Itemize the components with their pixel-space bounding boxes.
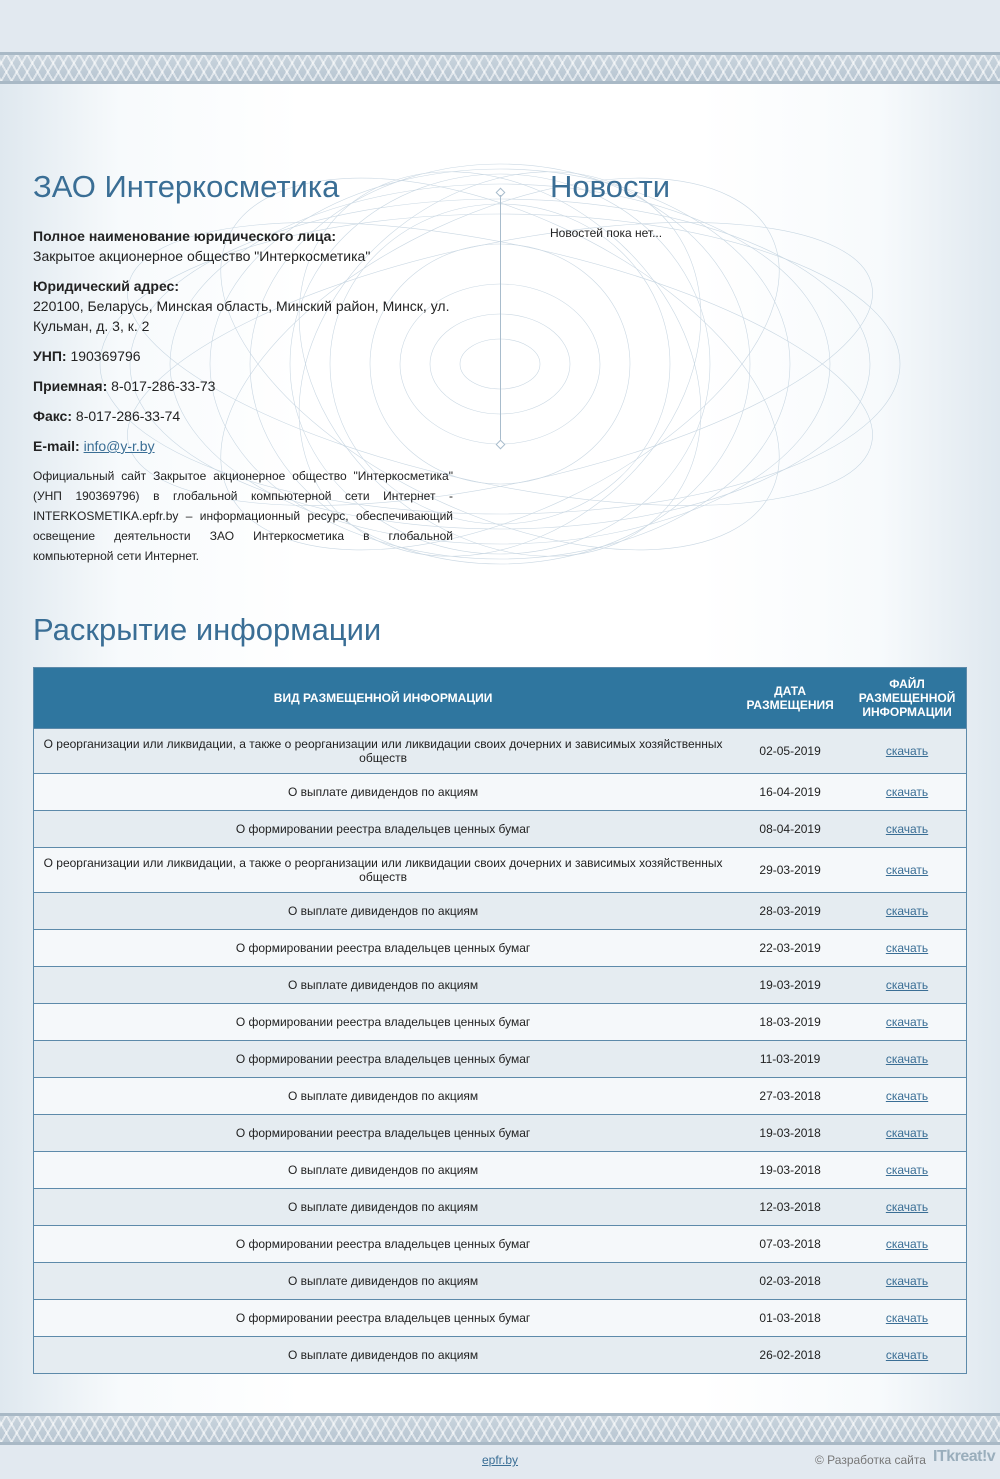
row-type: О формировании реестра владельцев ценных бумаг	[34, 1225, 732, 1262]
divider-tip-bottom	[496, 440, 506, 450]
row-type: О выплате дивидендов по акциям	[34, 1262, 732, 1299]
disclosure-table	[33, 667, 967, 1374]
header-ornament	[0, 52, 1000, 84]
footer-site-link[interactable]: epfr.by	[482, 1453, 519, 1467]
address-field	[33, 276, 453, 336]
unp-value: 190369796	[70, 348, 141, 364]
row-file	[848, 1188, 966, 1225]
reception-label: Приемная:	[33, 378, 108, 394]
developer-logo[interactable]: ITkreat!v	[933, 1448, 996, 1465]
table-row	[34, 1299, 966, 1336]
row-date: 27-03-2018	[732, 1077, 848, 1114]
reception-value: 8-017-286-33-73	[111, 378, 216, 394]
header-type: ВИД РАЗМЕЩЕННОЙ ИНФОРМАЦИИ	[34, 668, 732, 728]
email-link[interactable]: info@y-r.by	[83, 438, 155, 454]
address-label: Юридический адрес:	[33, 278, 179, 294]
table-row	[34, 1151, 966, 1188]
table-row	[34, 1003, 966, 1040]
site-description: Официальный сайт Закрытое акционерное общество "Интеркосметика" (УНП 190369796) в глобальной компьютерной сети Интернет - INTERKOSMETIKA.epfr.by – информационный ресурс, обеспечивающий освещение деятельности ЗАО Интеркосметика в глобальной компьютерной сети Интернет.	[33, 469, 453, 563]
download-link[interactable]: скачать	[885, 1125, 929, 1140]
row-file	[848, 1077, 966, 1114]
unp-label: УНП:	[33, 348, 67, 364]
row-type: О реорганизации или ликвидации, а также о реорганизации или ликвидации своих дочерних и зависимых хозяйственных обществ	[34, 728, 732, 773]
row-file	[848, 966, 966, 1003]
address-value: 220100, Беларусь, Минская область, Минский район, Минск, ул. Кульман, д. 3, к. 2	[33, 298, 450, 334]
download-link[interactable]: скачать	[885, 1199, 929, 1214]
table-row	[34, 892, 966, 929]
row-type: О формировании реестра владельцев ценных бумаг	[34, 1299, 732, 1336]
row-type: О формировании реестра владельцев ценных бумаг	[34, 929, 732, 966]
table-row	[34, 929, 966, 966]
row-file	[848, 810, 966, 847]
email-label: E-mail:	[33, 438, 80, 454]
table-row	[34, 1262, 966, 1299]
email-field	[33, 436, 453, 456]
download-link[interactable]: скачать	[885, 743, 929, 758]
row-date: 16-04-2019	[732, 773, 848, 810]
full-name-label: Полное наименование юридического лица:	[33, 228, 337, 244]
row-type: О реорганизации или ликвидации, а также о реорганизации или ликвидации своих дочерних и зависимых хозяйственных обществ	[34, 847, 732, 892]
row-type: О выплате дивидендов по акциям	[34, 892, 732, 929]
news-section	[550, 170, 970, 240]
row-date: 19-03-2018	[732, 1114, 848, 1151]
table-row	[34, 728, 966, 773]
row-type: О выплате дивидендов по акциям	[34, 1151, 732, 1188]
row-type: О выплате дивидендов по акциям	[34, 966, 732, 1003]
table-row	[34, 847, 966, 892]
row-file	[848, 1114, 966, 1151]
download-link[interactable]: скачать	[885, 1162, 929, 1177]
row-date: 28-03-2019	[732, 892, 848, 929]
row-date: 19-03-2018	[732, 1151, 848, 1188]
row-file	[848, 1040, 966, 1077]
row-date: 11-03-2019	[732, 1040, 848, 1077]
row-date: 02-05-2019	[732, 728, 848, 773]
row-type: О формировании реестра владельцев ценных бумаг	[34, 1114, 732, 1151]
fax-field	[33, 406, 453, 426]
company-title: ЗАО Интеркосметика	[33, 169, 340, 204]
top-band	[0, 0, 1000, 52]
column-divider	[500, 189, 502, 454]
fax-label: Факс:	[33, 408, 73, 424]
row-date: 26-02-2018	[732, 1336, 848, 1373]
table-row	[34, 1336, 966, 1373]
download-link[interactable]: скачать	[885, 977, 929, 992]
row-file	[848, 1003, 966, 1040]
full-name-field	[33, 226, 453, 266]
row-type: О формировании реестра владельцев ценных бумаг	[34, 1040, 732, 1077]
row-type: О формировании реестра владельцев ценных бумаг	[34, 1003, 732, 1040]
row-file	[848, 728, 966, 773]
row-file	[848, 1299, 966, 1336]
fax-value: 8-017-286-33-74	[75, 408, 181, 424]
download-link[interactable]: скачать	[885, 1014, 929, 1029]
table-row	[34, 810, 966, 847]
row-file	[848, 929, 966, 966]
row-file	[848, 1225, 966, 1262]
row-file	[848, 1262, 966, 1299]
table-row	[34, 1077, 966, 1114]
news-title: Новости	[550, 169, 671, 204]
footer-credit: © Разработка сайта	[815, 1453, 926, 1467]
download-link[interactable]: скачать	[885, 1236, 929, 1251]
download-link[interactable]: скачать	[885, 1051, 929, 1066]
row-date: 29-03-2019	[732, 847, 848, 892]
row-date: 08-04-2019	[732, 810, 848, 847]
row-file	[848, 892, 966, 929]
divider-line	[500, 195, 501, 445]
table-header-row	[34, 668, 966, 728]
download-link[interactable]: скачать	[885, 903, 929, 918]
table-row	[34, 1225, 966, 1262]
row-date: 12-03-2018	[732, 1188, 848, 1225]
download-link[interactable]: скачать	[885, 862, 929, 877]
table-row	[34, 1188, 966, 1225]
row-date: 19-03-2019	[732, 966, 848, 1003]
company-info	[33, 170, 453, 566]
download-link[interactable]: скачать	[885, 784, 929, 799]
row-file	[848, 847, 966, 892]
row-date: 18-03-2019	[732, 1003, 848, 1040]
disclosure-title: Раскрытие информации	[33, 612, 382, 647]
download-link[interactable]: скачать	[885, 1347, 929, 1362]
row-file	[848, 1151, 966, 1188]
table-row	[34, 1040, 966, 1077]
table-row	[34, 1114, 966, 1151]
row-date: 01-03-2018	[732, 1299, 848, 1336]
download-link[interactable]: скачать	[885, 940, 929, 955]
full-name-value: Закрытое акционерное общество "Интеркосметика"	[33, 248, 371, 264]
row-date: 07-03-2018	[732, 1225, 848, 1262]
reception-field	[33, 376, 453, 396]
row-date: 22-03-2019	[732, 929, 848, 966]
table-row	[34, 773, 966, 810]
download-link[interactable]: скачать	[885, 1310, 929, 1325]
main-content	[0, 84, 1000, 1413]
download-link[interactable]: скачать	[885, 821, 929, 836]
table-row	[34, 966, 966, 1003]
row-file	[848, 773, 966, 810]
footer	[0, 1445, 1000, 1479]
row-type: О формировании реестра владельцев ценных бумаг	[34, 810, 732, 847]
row-date: 02-03-2018	[732, 1262, 848, 1299]
row-type: О выплате дивидендов по акциям	[34, 1188, 732, 1225]
row-type: О выплате дивидендов по акциям	[34, 773, 732, 810]
footer-ornament	[0, 1413, 1000, 1445]
download-link[interactable]: скачать	[885, 1088, 929, 1103]
header-date: ДАТА РАЗМЕЩЕНИЯ	[732, 668, 848, 728]
news-empty-message: Новостей пока нет...	[550, 226, 663, 240]
row-file	[848, 1336, 966, 1373]
row-type: О выплате дивидендов по акциям	[34, 1336, 732, 1373]
unp-field	[33, 346, 453, 366]
header-file: ФАЙЛ РАЗМЕЩЕННОЙ ИНФОРМАЦИИ	[848, 668, 966, 728]
row-type: О выплате дивидендов по акциям	[34, 1077, 732, 1114]
download-link[interactable]: скачать	[885, 1273, 929, 1288]
